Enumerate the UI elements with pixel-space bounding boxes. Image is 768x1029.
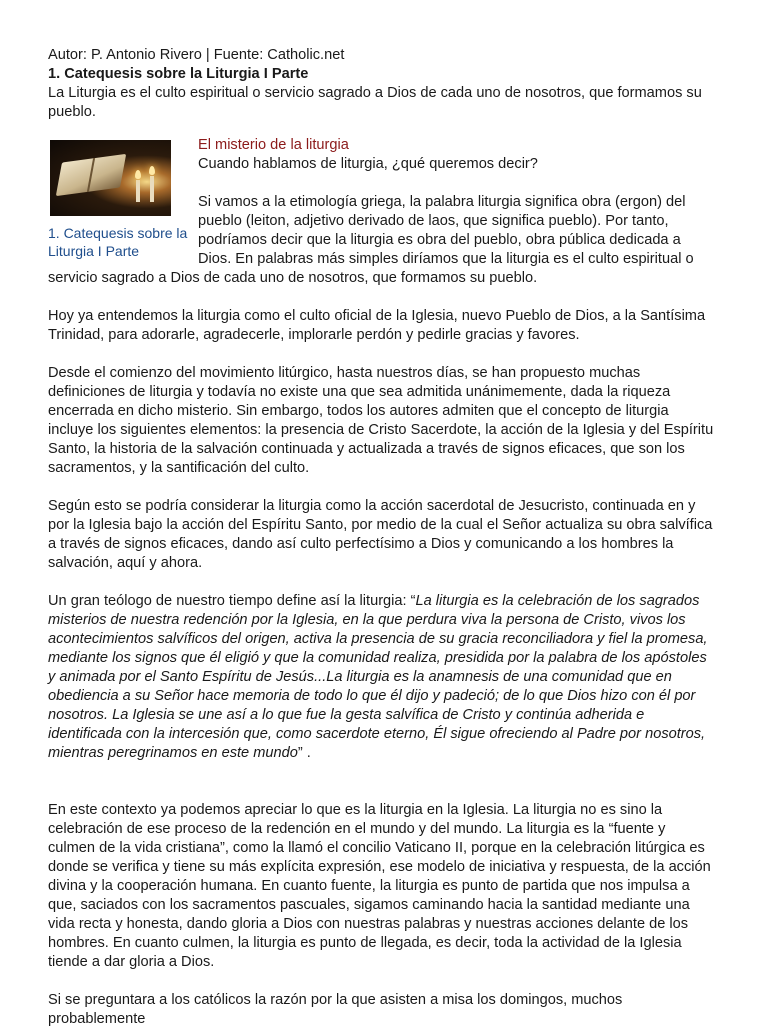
- section-question: Cuando hablamos de liturgia, ¿qué queremos decir?: [198, 156, 538, 172]
- quote-text: La liturgia es la celebración de los sagrados misterios de nuestra redención por la Iglesia, en la que perdura viva la persona de Cristo, vivos los acontecimientos salvíficos del origen, activa la presencia de su gracia reconciliadora y fiel la promesa, mediante los signos que él eligió y que la comunidad realiza, presidida por la palabra de los apóstoles y animada por el Santo Espíritu de Jesús...La liturgia es la anamnesis de una comunidad que en obediencia a su Señor hace memoria de todo lo que él dijo y padeció; de lo que Dios hizo con él por nosotros. La Iglesia se une así a lo que fue la gesta salvífica de Cristo y continúa adherida e identificada con la intercesión que, como sacerdote eterno, Él sigue ofreciendo al Padre por nosotros, mientras peregrinamos en este mundo: [48, 593, 708, 761]
- summary: La Liturgia es el culto espiritual o servicio sagrado a Dios de cada uno de nosotros, que formamos su pueblo.: [48, 85, 702, 120]
- paragraph-official-cult: Hoy ya entendemos la liturgia como el culto oficial de la Iglesia, nuevo Pueblo de Dios, a la Santísima Trinidad, para adorarle, agradecerle, implorarle perdón y pedirle gracias y favores.: [48, 308, 706, 343]
- paragraph-etymology: Si vamos a la etimología griega, la palabra liturgia significa obra (ergon) del pueblo (leiton, adjetivo derivado de laos, que significa pueblo). Por tanto, podríamos decir que la liturgia es obra del pueblo, obra pública dedicada a Dios. En palabras más simples diríamos que la liturgia es el culto espiritual o servicio sagrado a Dios de cada uno de nosotros, que formamos su pueblo.: [48, 194, 694, 286]
- quote-tail: ” .: [297, 745, 311, 761]
- document-page: [48, 46, 716, 1029]
- figure: [48, 136, 190, 260]
- paragraph-context: En este contexto ya podemos apreciar lo que es la liturgia en la Iglesia. La liturgia no es sino la celebración de ese proceso de la redención en el mundo y del mundo. La liturgia es la “fuente y culmen de la vida cristiana”, como la llamó el concilio Vaticano II, porque en la celebración litúrgica es donde se verifica y tiene su más explícita expresión, ese modelo de iniciativa y respuesta, de la acción divina y la cooperación humana. En cuanto fuente, la liturgia es punto de partida que nos impulsa a que, saciados con los sacramentos pascuales, sigamos caminando hacia la santidad mediante una vida recta y honesta, dando gloria a Dios con nuestras palabras y nuestras acciones delante de los hombres. En cuanto culmen, la liturgia es punto de llegada, es decir, toda la actividad de la Iglesia tiende a dar gloria a Dios.: [48, 802, 711, 970]
- quote-lead: Un gran teólogo de nuestro tiempo define así la liturgia: “: [48, 593, 416, 609]
- bible-candles-image: [50, 140, 171, 216]
- intro-section: [48, 136, 716, 288]
- paragraph-definitions: Desde el comienzo del movimiento litúrgico, hasta nuestros días, se han propuesto muchas definiciones de liturgia y todavía no existe una que sea admitida unánimemente, dada la riqueza encerrada en dicho misterio. Sin embargo, todos los autores admiten que el concepto de liturgia incluye los siguientes elementos: la presencia de Cristo Sacerdote, la acción de la Iglesia y del Espíritu Santo, la historia de la salvación continuada y actualizada a través de signos eficaces, que son los sacramentos, y la santificación del culto.: [48, 365, 714, 476]
- paragraph-theologian-quote: [48, 592, 716, 763]
- document-title: 1. Catequesis sobre la Liturgia I Parte: [48, 66, 309, 82]
- section-subtitle: El misterio de la liturgia: [198, 137, 349, 153]
- paragraph-priestly-action: Según esto se podría considerar la liturgia como la acción sacerdotal de Jesucristo, continuada en y por la Iglesia bajo la acción del Espíritu Santo, por medio de la cual el Señor actualiza su obra salvífica a través de signos eficaces, dando así culto perfectísimo a Dios y comunicando a los hombres la salvación, aquí y ahora.: [48, 498, 713, 571]
- paragraph-question-mass: Si se preguntara a los católicos la razón por la que asisten a misa los domingos, muchos probablemente: [48, 992, 623, 1027]
- figure-caption[interactable]: 1. Catequesis sobre la Liturgia I Parte: [48, 225, 188, 259]
- author-line: Autor: P. Antonio Rivero | Fuente: Catholic.net: [48, 47, 345, 63]
